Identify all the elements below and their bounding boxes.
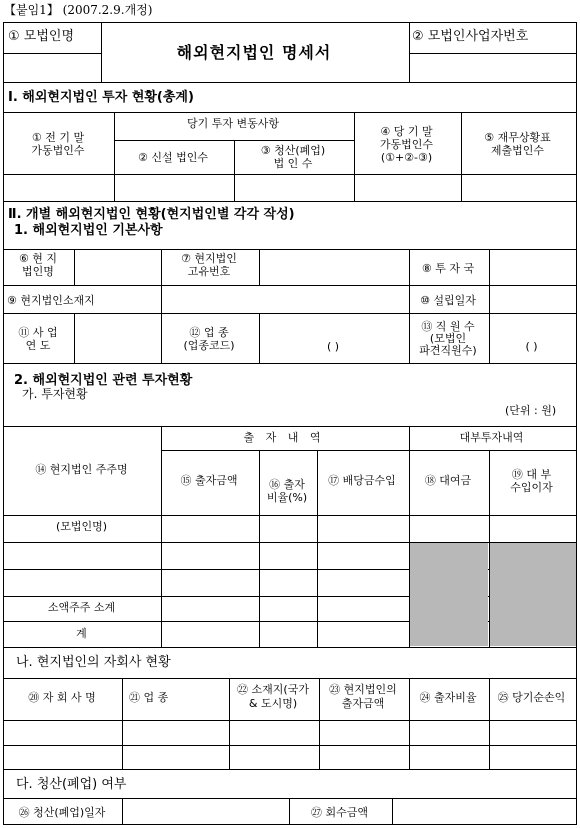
employees-label-2: (모법인 <box>429 332 467 345</box>
fiscal-year-1: ⑪ 사 업 <box>18 326 58 339</box>
attachment-tag: 【붙임1】 (2007.2.9.개정) <box>4 3 153 17</box>
local-corp-id-2: 고유번호 <box>187 265 231 278</box>
fin-statement-label-1: ⑤ 재무상황표 <box>484 131 551 144</box>
loan-interest-2: 수입이자 <box>510 481 553 494</box>
fin-statement-label-2: 제출법인수 <box>490 144 545 157</box>
industry-label-1: ⑫ 업 종 <box>189 326 229 339</box>
change-header: 당기 투자 변동사항 <box>186 117 279 130</box>
subsidiary-invest-2: 출자금액 <box>341 697 385 710</box>
employees-paren: ( ) <box>525 340 538 353</box>
subsidiary-invest-1: ㉓ 현지법인의 <box>329 683 397 696</box>
row-parent-name: (모법인명) <box>55 520 108 533</box>
industry-code-paren: ( ) <box>326 340 340 353</box>
current-period-label-1: ④ 당 기 말 <box>380 125 433 138</box>
investment-heading: 2. 해외현지법인 관련 투자현황 <box>14 373 193 388</box>
row-minor-subtotal: 소액주주 소계 <box>47 601 116 614</box>
prev-period-label-1: ① 전 기 말 <box>31 131 85 144</box>
employees-label-3: 파견직원수) <box>419 344 477 357</box>
liquidation-date-label: ㉖ 청산(폐업)일자 <box>18 806 106 819</box>
subsidiary-name-label: ⑳ 자 회 사 명 <box>28 691 96 704</box>
invest-amount-label: ⑮ 출자금액 <box>180 474 238 487</box>
form-title: 해외현지법인 명세서 <box>176 43 332 62</box>
investment-subheading: 가. 투자현황 <box>22 387 88 401</box>
row-total: 계 <box>76 627 87 640</box>
section-2-heading: Ⅱ. 개별 해외현지법인 현황(현지법인별 각각 작성) <box>8 207 295 222</box>
shareholder-name-label: ⑭ 현지법인 주주명 <box>35 463 128 476</box>
subsidiary-heading: 나. 현지법인의 자회사 현황 <box>16 655 171 670</box>
recovery-amount-label: ㉗ 회수금액 <box>310 806 368 819</box>
investment-detail-header: 출 자 내 역 <box>243 431 325 444</box>
dividend-label: ⑰ 배당금수입 <box>328 474 396 487</box>
current-period-label-2: 가동법인수 <box>379 138 434 151</box>
subsidiary-profit-label: ㉕ 당기순손익 <box>497 691 566 704</box>
parent-name-label: ① 모법인명 <box>8 29 75 44</box>
employees-label-1: ⑬ 직 원 수 <box>421 320 475 333</box>
local-corp-name-2: 법인명 <box>22 265 54 278</box>
closed-corp-label-2: 법 인 수 <box>273 157 313 170</box>
subsidiary-location-2: & 도시명) <box>248 697 298 710</box>
parent-bizno-label: ② 모법인사업자번호 <box>412 29 529 44</box>
local-corp-name-1: ⑥ 현 지 <box>18 252 58 265</box>
location-label: ⑨ 현지법인소재지 <box>7 294 95 307</box>
prev-period-label-2: 가동법인수 <box>31 144 85 157</box>
established-date-label: ⑩ 설립일자 <box>420 294 476 307</box>
section-1-heading: Ⅰ. 해외현지법인 투자 현황(총계) <box>8 90 194 105</box>
unit-label: (단위 : 원) <box>505 404 557 417</box>
subsidiary-industry-label: ㉑ 업 종 <box>129 691 169 704</box>
loan-amount-label: ⑱ 대여금 <box>424 474 472 487</box>
closed-corp-label-1: ③ 청산(폐업) <box>260 144 326 157</box>
invest-country-label: ⑧ 투 자 국 <box>421 262 475 275</box>
invest-ratio-1: ⑯ 출자 <box>269 478 305 491</box>
liquidation-heading: 다. 청산(폐업) 여부 <box>16 777 127 792</box>
current-period-label-3: (①+②-③) <box>380 151 433 164</box>
new-corp-label: ② 신설 법인수 <box>138 151 208 164</box>
invest-ratio-2: 비율(%) <box>266 491 308 504</box>
local-corp-id-1: ⑦ 현지법인 <box>181 252 237 265</box>
subsidiary-ratio-label: ㉔ 출자비율 <box>419 691 477 704</box>
basic-info-heading: 1. 해외현지법인 기본사항 <box>14 223 163 238</box>
fiscal-year-2: 연 도 <box>25 339 51 352</box>
subsidiary-location-1: ㉒ 소재지(국가 <box>237 683 309 696</box>
industry-label-2: (업종코드) <box>183 339 235 352</box>
loan-interest-1: ⑲ 대 부 <box>511 468 552 481</box>
loan-detail-header: 대부투자내역 <box>459 431 524 444</box>
